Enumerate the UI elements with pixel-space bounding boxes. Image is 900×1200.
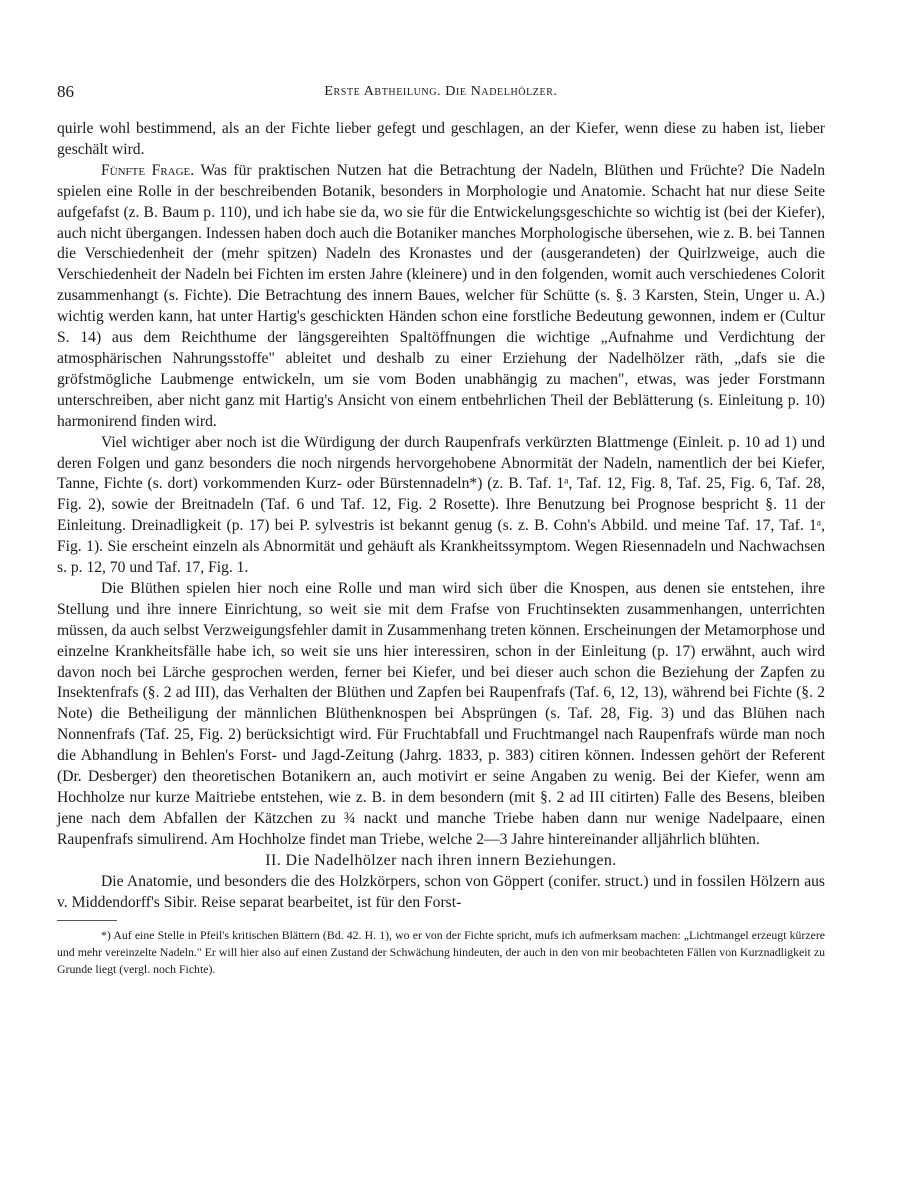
paragraph-2-text: Was für praktischen Nutzen hat die Betrachtung der Nadeln, Blüthen und Früchte? Die Nadeln spielen eine Rolle in der beschreibenden Botanik, besonders in Morphologie und Anatomie. Schacht hat nur diese Seite aufgefafst (z. B. Baum p. 110), und ich habe sie da, wo sie für die Entwickelungsgeschichte so wichtig ist (bei der Kiefer), auch nicht übergangen. Indessen haben doch auch die Botaniker manches Morphologische übersehen, wie z. B. bei Tannen die Verschiedenheit der (mehr spitzen) Nadeln des Kronastes und der (ausgerandeten) der Quirlzweige, auch die Verschiedenheit der Nadeln bei Fichten im ersten Jahre (kleinere) und in den folgenden, womit auch verschiedenes Colorit zusammenhangt (s. Fichte). Die Betrachtung des innern Baues, welcher für Schütte (s. §. 3 Karsten, Stein, Unger u. A.) wichtig werden kann, hat unter Hartig's geschickten Händen schon eine forstliche Bedeutung gewonnen, indem er (Cultur S. 14) aus dem Reichthume der längsgereihten Spaltöffnungen die wichtige „Aufnahme und Verdichtung der atmosphärischen Nahrungsstoffe" ableitet und deshalb zu einer Erziehung der Nadelhölzer räth, „dafs sie die gröfstmögliche Laubmenge entwickeln, um sie vom Boden unabhängig zu machen", etwas, was jeder Forstmann unterschreiben, aber nicht ganz mit Hartig's Ansicht von einem entbehrlichen Theil der Beblätterung (s. Einleitung p. 10) harmonirend finden wird. xyxy=(57,161,825,430)
page-number: 86 xyxy=(57,82,74,101)
paragraph-4: Die Blüthen spielen hier noch eine Rolle und man wird sich über die Knospen, aus denen sie entstehen, ihre Stellung und ihre innere Einrichtung, so weit sie mit dem Frafse von Fruchtinsekten zusammenhangen, unterrichten müssen, da auch selbst Verzweigungsfehler damit in Zusammenhang treten können. Erscheinungen der Metamorphose und einzelne Krankheitsfälle habe ich, so weit sie uns hier interessiren, schon in der Einleitung (p. 17) erwähnt, auch wird davon noch bei Lärche gesprochen werden, ferner bei Kiefer, und bei dieser auch schon die Beziehung der Zapfen zu Insektenfrafs (§. 2 ad III), das Verhalten der Blüthen und Zapfen bei Raupenfrafs (Taf. 6, 12, 13), während bei Fichte (§. 2 Note) die Betheiligung der männlichen Blüthenknospen bei Absprüngen (s. Taf. 28, Fig. 3) und das Blühen nach Nonnenfrafs (Taf. 25, Fig. 2) berücksichtigt wird. Für Fruchtabfall und Fruchtmangel nach Raupenfrafs würde man noch die Abhandlung in Behlen's Forst- und Jagd-Zeitung (Jahrg. 1833, p. 383) citiren können. Indessen gehört der Referent (Dr. Desberger) den theoretischen Botanikern an, auch motivirt er seine Angaben zu wenig. Bei der Kiefer, wenn am Hochholze nur kurze Maitriebe entstehen, wie z. B. in dem besondern (mit §. 2 ad III citirten) Falle des Besens, bleiben jene nach dem Abfallen der Kätzchen zu ¾ nackt und manche Triebe haben dann nur wenige Nadelpaare, einen Raupenfrafs simulirend. Am Hochholze findet man Triebe, welche 2—3 Jahre hintereinander alljährlich blühten. xyxy=(57,579,825,848)
running-title: Erste Abtheilung. Die Nadelhölzer. xyxy=(324,84,558,99)
paragraph-1: quirle wohl bestimmend, als an der Fichte lieber gefegt und geschlagen, an der Kiefer, wenn diese zu haben ist, lieber geschält wird. xyxy=(57,120,825,158)
section-heading: II. Die Nadelhölzer nach ihren innern Beziehungen. xyxy=(265,851,617,869)
page-header xyxy=(57,80,825,106)
body-text xyxy=(57,119,825,913)
footnote xyxy=(57,927,825,978)
footnote-text: *) Auf eine Stelle in Pfeil's kritischen Blättern (Bd. 42. H. 1), wo er von der Fichte spricht, mufs ich aufmerksam machen: „Lichtmangel erzeugt kürzere und mehr vereinzelte Nadeln." Er will hier also auf einen Zustand der Schwächung hindeuten, der auch in den von mir beobachteten Fällen von Kurznadligkeit zu Grunde liegt (vergl. noch Fichte). xyxy=(57,928,825,977)
paragraph-2 xyxy=(57,161,825,433)
document-page xyxy=(57,80,825,978)
question-label: Fünfte Frage. xyxy=(101,161,195,179)
paragraph-5: Die Anatomie, und besonders die des Holzkörpers, schon von Göppert (conifer. struct.) und in fossilen Hölzern aus v. Middendorff's Sibir. Reise separat bearbeitet, ist für den Forst- xyxy=(57,872,825,911)
paragraph-3: Viel wichtiger aber noch ist die Würdigung der durch Raupenfrafs verkürzten Blattmenge (Einleit. p. 10 ad 1) und deren Folgen und ganz besonders die noch nirgends hervorgehobene Abnormität der Nadeln, namentlich der bei Kiefer, Tanne, Fichte (s. dort) vorkommenden Kurz- oder Bürstennadeln*) (z. B. Taf. 1ᵃ, Taf. 12, Fig. 8, Taf. 25, Fig. 6, Taf. 28, Fig. 2), sowie der Breitnadeln (Taf. 6 und Taf. 12, Fig. 2 Rosette). Ihre Benutzung bei Prognose bespricht §. 11 der Einleitung. Dreinadligkeit (p. 17) bei P. sylvestris ist bekannt genug (s. z. B. Cohn's Abbild. und meine Taf. 17, Taf. 1ᵃ, Fig. 1). Sie erscheint einzeln als Abnormität und gehäuft als Krankheitssymptom. Wegen Riesennadeln und Nachwachsen s. p. 12, 70 und Taf. 17, Fig. 1. xyxy=(57,433,825,577)
footnote-divider xyxy=(57,920,117,921)
